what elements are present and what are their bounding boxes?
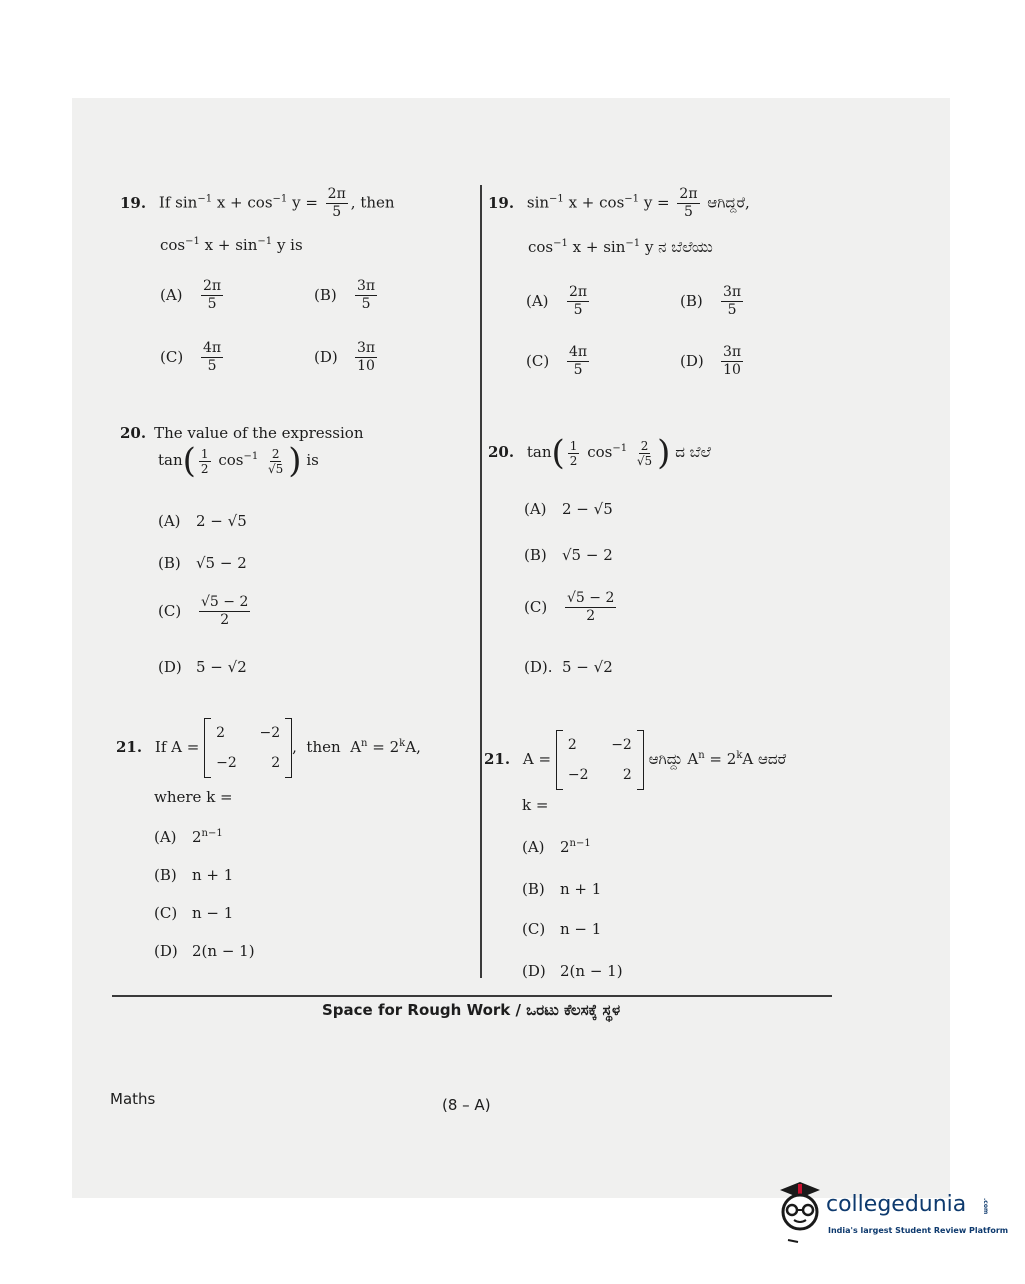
q20-en-option-d: (D) 5 − √2 — [158, 658, 247, 676]
q21-en-option-a: (A) $2^{n-1}$ — [154, 828, 223, 846]
q19-en-option-c: (C) $\frac{4\pi}{5}$ — [160, 340, 222, 374]
q19-kn-option-b: (B) $\frac{3\pi}{5}$ — [680, 284, 742, 318]
q21-kn-option-b: (B) n + 1 — [522, 880, 602, 898]
q20-kn-option-a: (A) 2 − √5 — [524, 500, 613, 518]
q21-kn-option-a: (A) $2^{n-1}$ — [522, 838, 591, 856]
subject-label: Maths — [110, 1090, 156, 1108]
q21-en-option-b: (B) n + 1 — [154, 866, 234, 884]
q21-en-option-d: (D) 2(n − 1) — [154, 942, 255, 960]
q19-kn-option-c: (C) $\frac{4\pi}{5}$ — [526, 344, 588, 378]
collegedunia-logo-icon — [768, 1176, 828, 1250]
q20-en-option-a: (A) 2 − √5 — [158, 512, 247, 530]
rough-work-label: Space for Rough Work / ಒರಟು ಕೆಲಸಕ್ಕೆ ಸ್ಥಳ — [322, 1001, 621, 1019]
q20-en-option-c: (C) $\frac{√5 - 2}{2}$ — [158, 594, 249, 628]
brand-name: collegedunia — [826, 1192, 967, 1217]
q19-kn-line2: $\cos^{-1} x + \sin^{-1} y$ ನ ಬೆಲೆಯು — [528, 238, 713, 256]
q20-kn-option-c: (C) $\frac{√5 - 2}{2}$ — [524, 590, 615, 624]
q21-kn-matrix: 2 −2 −2 2 — [556, 730, 644, 790]
column-divider — [480, 185, 482, 978]
q19-en-option-a: (A) $\frac{2\pi}{5}$ — [160, 278, 222, 312]
rough-work-divider — [112, 995, 832, 997]
q19-en-line2: $\cos^{-1} x + \sin^{-1} y$ is — [160, 236, 303, 254]
brand-tagline: India's largest Student Review Platform — [828, 1226, 1009, 1235]
q20-kn-stem: 20. tan( $\frac{1}{2}$ $\cos^{-1}$ $\frac{2}{√5}$ ) ದ ಬೆಲೆ — [488, 433, 711, 473]
q21-en-stem: 21. If A = 2 −2 −2 2 , then $A^n = 2^kA$, — [116, 718, 421, 778]
q20-en-expression: tan( $\frac{1}{2}$ $\cos^{-1}$ $\frac{2}{√5}$ ) is — [158, 441, 319, 481]
q21-en-matrix: 2 −2 −2 2 — [204, 718, 292, 778]
q21-kn-option-d: (D) 2(n − 1) — [522, 962, 623, 980]
q20-kn-option-d: (D). 5 − √2 — [524, 658, 613, 676]
q20-kn-option-b: (B) √5 − 2 — [524, 546, 613, 564]
q19-en-stem: 19. If $\sin^{-1} x + \cos^{-1} y$ = $\frac{2\pi}{5}$ , then — [120, 186, 395, 220]
q19-kn-stem: 19. $\sin^{-1} x + \cos^{-1} y$ = $\frac{2\pi}{5}$ ಆಗಿದ್ದರೆ, — [488, 186, 750, 220]
q21-kn-stem: 21. A = 2 −2 −2 2 ಆಗಿದ್ದು $A^n = 2^kA$ ಆದರೆ — [484, 730, 786, 790]
q20-en-stem: 20. The value of the expression — [120, 424, 364, 442]
q21-kn-option-c: (C) n − 1 — [522, 920, 602, 938]
exam-sheet — [72, 98, 950, 1198]
q19-kn-option-d: (D) $\frac{3\pi}{10}$ — [680, 344, 742, 378]
q21-kn-k: k = — [522, 796, 549, 814]
brand-com: .com — [982, 1198, 989, 1215]
page-number: (8 – A) — [442, 1096, 491, 1114]
q19-en-option-b: (B) $\frac{3\pi}{5}$ — [314, 278, 376, 312]
q20-en-option-b: (B) √5 − 2 — [158, 554, 247, 572]
q21-en-option-c: (C) n − 1 — [154, 904, 234, 922]
q19-en-option-d: (D) $\frac{3\pi}{10}$ — [314, 340, 376, 374]
q21-en-where: where k = — [154, 788, 233, 806]
q19-kn-option-a: (A) $\frac{2\pi}{5}$ — [526, 284, 588, 318]
